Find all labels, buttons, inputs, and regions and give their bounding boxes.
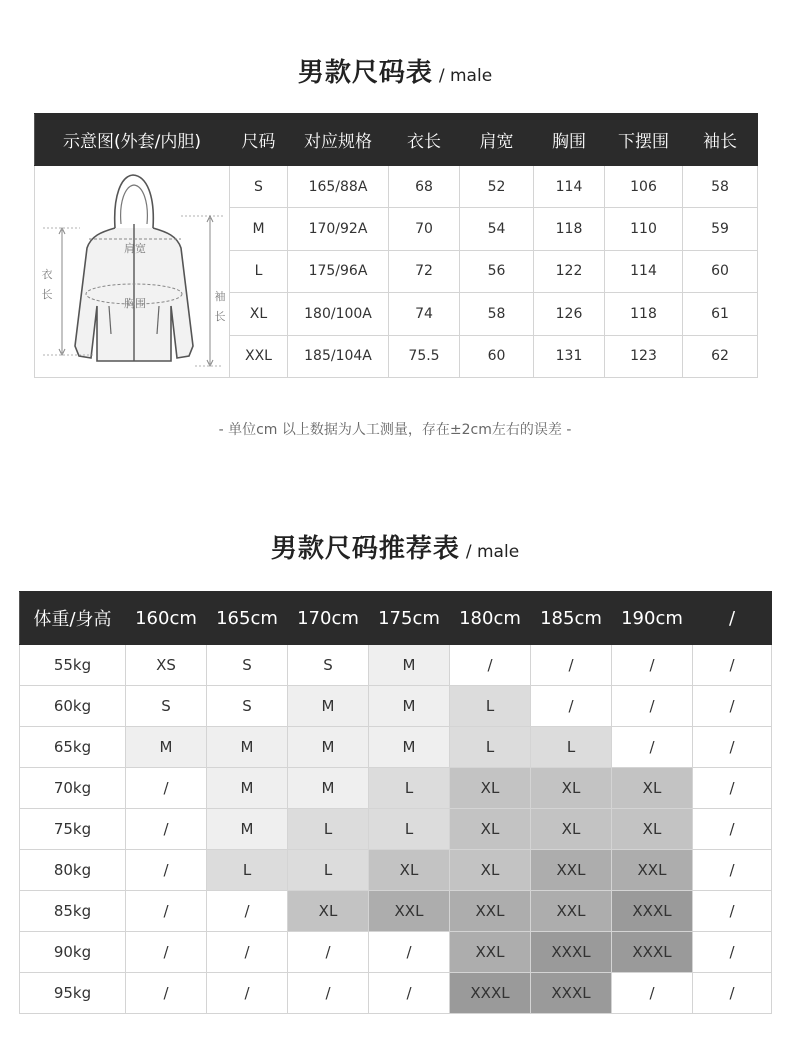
size-chart-title: 男款尺码表 [297,58,433,88]
size-cell: XL [369,850,450,891]
size-cell: S [126,686,207,727]
size-cell: M [288,686,369,727]
header-height-col: 180cm [450,592,531,645]
size-cell: L [288,809,369,850]
size-cell: M [288,727,369,768]
weight-cell: 60kg [20,686,126,727]
size-cell: / [207,891,288,932]
table-cell: 60 [460,335,534,377]
table-cell: 70 [389,208,460,250]
size-chart-table [34,113,758,378]
header-height-col: 185cm [531,592,612,645]
size-cell: M [126,727,207,768]
size-cell: M [369,645,450,686]
size-cell: / [126,809,207,850]
weight-cell: 55kg [20,645,126,686]
size-cell: XXL [450,891,531,932]
diagram-sleeve-label-2: 长 [214,310,226,323]
table-cell: 62 [683,335,758,377]
size-cell: / [693,932,772,973]
table-row [35,166,758,208]
size-cell: / [612,645,693,686]
jacket-diagram [35,166,230,378]
size-cell: XXXL [612,932,693,973]
recommend-header-row [20,592,772,645]
size-cell: L [369,809,450,850]
size-cell: XL [288,891,369,932]
table-cell: 114 [534,166,605,208]
size-cell: / [693,645,772,686]
recommend-chart-title-block [0,528,790,565]
table-cell: 106 [605,166,683,208]
table-row [20,932,772,973]
header-hem: 下摆围 [605,114,683,166]
size-cell: / [531,686,612,727]
recommend-chart-table [19,591,772,1014]
size-cell: / [126,891,207,932]
size-cell: XXXL [450,973,531,1014]
size-cell: / [612,686,693,727]
size-cell: / [126,768,207,809]
jacket-diagram-icon [35,166,230,373]
table-row [20,850,772,891]
size-cell: M [369,727,450,768]
header-height-col: 190cm [612,592,693,645]
size-cell: / [369,973,450,1014]
size-cell: XL [531,768,612,809]
table-cell: 68 [389,166,460,208]
size-cell: XL [531,809,612,850]
table-row [20,973,772,1014]
table-cell: L [230,250,288,292]
header-height-col: 175cm [369,592,450,645]
size-cell: / [612,973,693,1014]
size-cell: XXXL [531,932,612,973]
table-cell: 118 [605,293,683,335]
recommend-chart-subtitle: / male [465,542,520,562]
header-height-col: 165cm [207,592,288,645]
table-cell: XL [230,293,288,335]
size-cell: / [693,850,772,891]
table-row [20,727,772,768]
table-cell: 170/92A [288,208,389,250]
size-cell: M [369,686,450,727]
weight-cell: 80kg [20,850,126,891]
header-weight-height: 体重/身高 [20,592,126,645]
table-cell: 175/96A [288,250,389,292]
size-cell: / [612,727,693,768]
size-cell: S [207,645,288,686]
size-cell: XXL [612,850,693,891]
table-cell: 54 [460,208,534,250]
size-cell: XXXL [612,891,693,932]
size-cell: XXL [369,891,450,932]
size-cell: XXL [450,932,531,973]
table-cell: 131 [534,335,605,377]
size-cell: L [369,768,450,809]
measurement-note: - 单位cm 以上数据为人工测量，存在±2cm左右的误差 - [218,422,572,438]
table-cell: 52 [460,166,534,208]
table-row [20,645,772,686]
table-cell: 59 [683,208,758,250]
size-cell: XL [450,850,531,891]
size-cell: XXL [531,850,612,891]
table-cell: S [230,166,288,208]
weight-cell: 65kg [20,727,126,768]
size-chart-subtitle: / male [438,66,493,86]
weight-cell: 75kg [20,809,126,850]
weight-cell: 95kg [20,973,126,1014]
table-cell: 72 [389,250,460,292]
table-cell: 122 [534,250,605,292]
header-chest: 胸围 [534,114,605,166]
size-cell: XL [450,768,531,809]
size-cell: XL [612,768,693,809]
table-cell: 123 [605,335,683,377]
size-cell: / [288,973,369,1014]
size-cell: / [126,973,207,1014]
table-cell: 114 [605,250,683,292]
table-cell: 165/88A [288,166,389,208]
size-cell: L [450,727,531,768]
diagram-sleeve-label-1: 袖 [214,290,226,303]
size-cell: XXL [531,891,612,932]
size-cell: / [693,809,772,850]
diagram-length-label-1: 衣 [41,268,53,281]
table-cell: XXL [230,335,288,377]
table-cell: 56 [460,250,534,292]
size-cell: L [207,850,288,891]
size-cell: / [126,932,207,973]
header-size: 尺码 [230,114,288,166]
header-shoulder: 肩宽 [460,114,534,166]
size-cell: M [207,727,288,768]
size-cell: / [369,932,450,973]
size-cell: / [693,768,772,809]
weight-cell: 70kg [20,768,126,809]
size-cell: / [450,645,531,686]
table-cell: M [230,208,288,250]
size-cell: / [531,645,612,686]
table-cell: 180/100A [288,293,389,335]
diagram-shoulder-label: 肩宽 [124,242,146,255]
diagram-chest-label: 胸围 [124,297,146,310]
size-cell: / [693,727,772,768]
size-cell: XXXL [531,973,612,1014]
header-sleeve: 袖长 [683,114,758,166]
header-length: 衣长 [389,114,460,166]
size-cell: / [207,932,288,973]
table-row [20,686,772,727]
table-cell: 60 [683,250,758,292]
size-cell: / [693,891,772,932]
table-row [20,891,772,932]
size-cell: M [288,768,369,809]
size-cell: XL [612,809,693,850]
diagram-length-label-2: 长 [41,288,53,301]
table-row [20,809,772,850]
header-spec: 对应规格 [288,114,389,166]
size-cell: / [207,973,288,1014]
weight-cell: 85kg [20,891,126,932]
size-cell: XS [126,645,207,686]
table-cell: 61 [683,293,758,335]
size-cell: S [207,686,288,727]
header-height-col: 170cm [288,592,369,645]
size-cell: / [288,932,369,973]
size-cell: L [531,727,612,768]
size-cell: / [693,973,772,1014]
table-cell: 185/104A [288,335,389,377]
table-cell: 75.5 [389,335,460,377]
size-cell: L [450,686,531,727]
table-cell: 58 [460,293,534,335]
weight-cell: 90kg [20,932,126,973]
table-cell: 118 [534,208,605,250]
size-cell: XL [450,809,531,850]
size-cell: M [207,809,288,850]
table-cell: 110 [605,208,683,250]
size-cell: / [126,850,207,891]
size-cell: S [288,645,369,686]
table-cell: 58 [683,166,758,208]
size-chart-title-block [0,52,790,89]
size-cell: L [288,850,369,891]
recommend-chart-title: 男款尺码推荐表 [270,534,460,564]
size-cell: M [207,768,288,809]
header-height-col: 160cm [126,592,207,645]
size-chart-header-row [35,114,758,166]
header-height-col: / [693,592,772,645]
table-cell: 74 [389,293,460,335]
size-cell: / [693,686,772,727]
table-cell: 126 [534,293,605,335]
table-row [20,768,772,809]
header-diagram: 示意图(外套/内胆) [35,114,230,166]
